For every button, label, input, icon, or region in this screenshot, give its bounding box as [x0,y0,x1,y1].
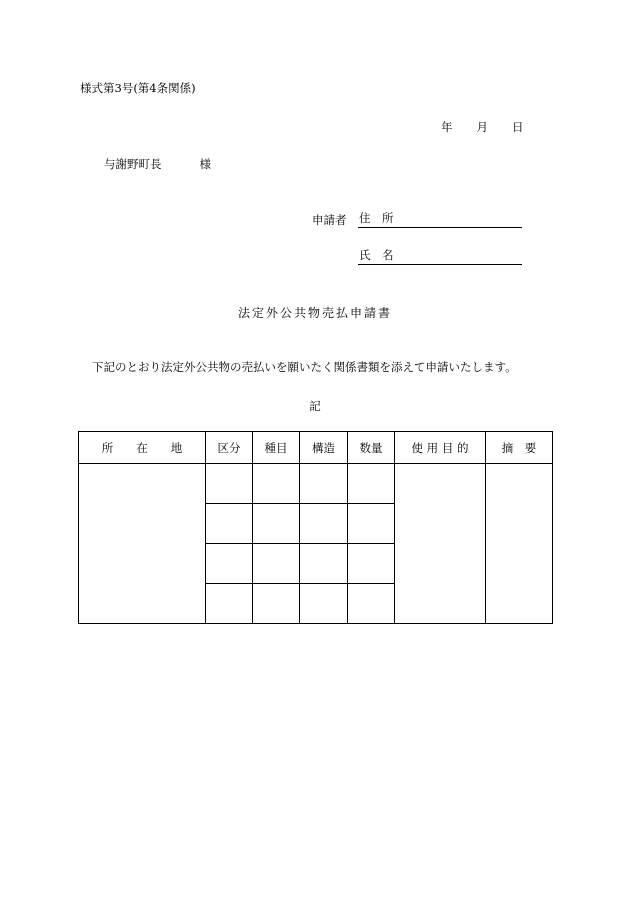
address-field[interactable] [358,210,522,228]
date-year: 年 [441,120,453,134]
table-cell[interactable] [300,504,348,544]
document-title: 法定外公共物売払申請書 [237,306,392,320]
form-number: 様式第3号(第4条関係) [80,81,196,95]
table-cell[interactable] [206,584,253,624]
header-location: 所 在 地 [79,432,206,464]
date-day: 日 [512,120,524,134]
table-row [79,464,553,504]
table-cell[interactable] [348,584,395,624]
table-cell[interactable] [253,504,300,544]
addressee-honorific: 様 [199,157,211,171]
table-cell[interactable] [253,584,300,624]
purpose-cell[interactable] [395,464,486,624]
name-field[interactable] [358,247,522,265]
header-structure: 構造 [300,432,348,464]
table-cell[interactable] [300,544,348,584]
applicant-label: 申請者 [312,213,347,227]
addressee-name: 与謝野町長 [104,157,162,171]
table-cell[interactable] [348,464,395,504]
property-table [78,431,553,624]
address-label: 住 所 [359,211,394,225]
table-cell[interactable] [348,544,395,584]
table-cell[interactable] [206,464,253,504]
date-month: 月 [476,120,488,134]
header-remarks: 摘 要 [486,432,553,464]
table-header-row [79,432,553,464]
body-text: 下記のとおり法定外公共物の売払いを願いたく関係書類を添えて申請いたします。 [92,360,517,374]
table-cell[interactable] [206,504,253,544]
table-cell[interactable] [300,584,348,624]
date-line [441,119,524,135]
table-cell[interactable] [206,544,253,584]
addressee [104,156,211,172]
header-type: 種目 [253,432,300,464]
header-quantity: 数量 [348,432,395,464]
table-cell[interactable] [300,464,348,504]
location-cell[interactable] [79,464,206,624]
table-cell[interactable] [253,464,300,504]
header-category: 区分 [206,432,253,464]
header-purpose: 使 用 目 的 [395,432,486,464]
name-label: 氏 名 [359,248,394,262]
table-cell[interactable] [348,504,395,544]
table-cell[interactable] [253,544,300,584]
remarks-cell[interactable] [486,464,553,624]
ki-heading: 記 [309,399,321,413]
